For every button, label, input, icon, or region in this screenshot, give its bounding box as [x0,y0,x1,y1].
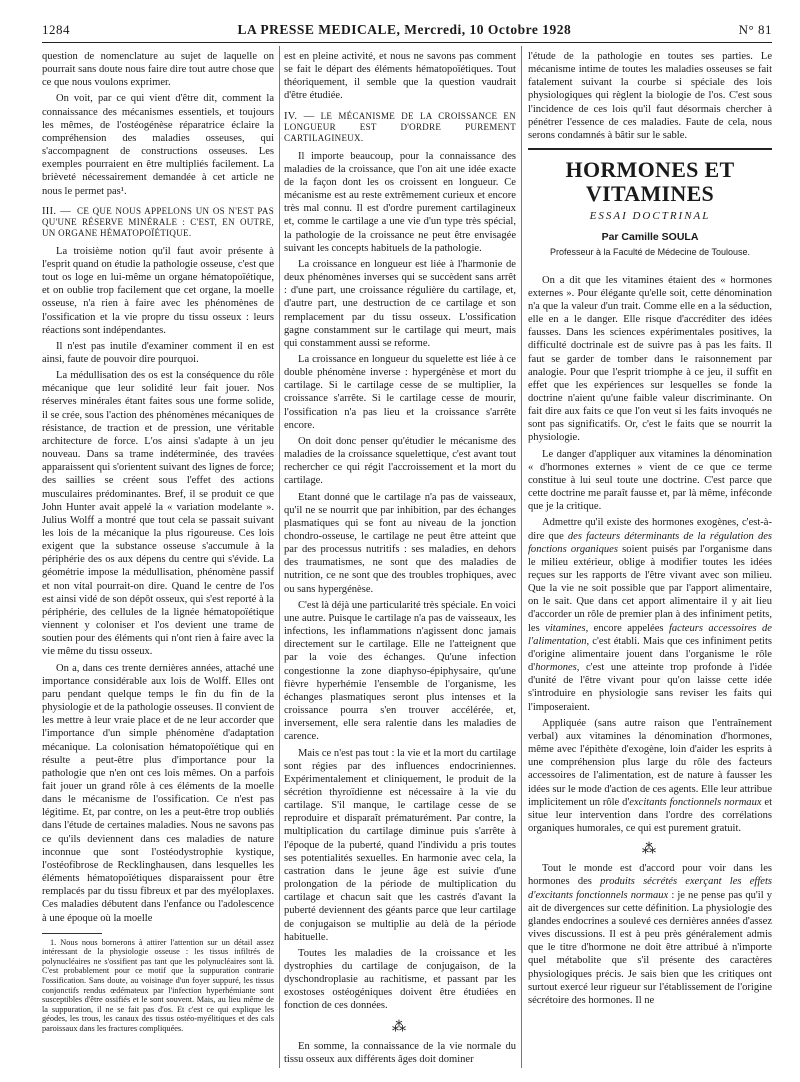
footnote-rule [42,933,102,934]
section-heading-4 [284,111,516,144]
italic-run: facteurs accessoires de l'alimentation [528,622,772,647]
paragraph: Etant donné que le cartilage n'a pas de vaisseaux, qu'il ne se nourrit que par inhibition, par des échanges plasmatiques qui se font au niveau de la jonction chondro-osseuse, le cartilage ne peut être atteint que par des processus nutritifs : ses maladies, en dehors des traumatismes, ne sont que des maladies de nutrition, ce ne sont que des troubles trophiques, avec ou sans hypergénèse. [284,491,516,595]
text-run: , encore appelées [585,622,669,634]
section-number: III. — [42,205,72,217]
text-run: soient puisés par l'organisme dans le milieu extérieur, oblige à modifier toutes les idées reçues sur les rapports de l'être vivant avec son milieu. Que la vie ne soit possible que par l'apport alimentaire, on le sait. Que dans cet apport alimentaire il y ait lieu d'accorder un rôle de premier plan à des infiniment petits, les [528,543,772,634]
page-header [42,22,772,42]
paragraph: Il importe beaucoup, pour la connaissance des maladies de la croissance, que l'on ait une idée exacte de la façon dont les os croissent en longueur. Ce mécanisme est au reste extrêmement curieux et encore très mal connu. Il est d'ordre purement cartilagineux et, comme le cartilage a une vie d'un type très spécial, la pathologie de la croissance ne peut être envisagée suivant les concepts habituels de la pathologie. [284,150,516,254]
text-run: : je ne pense pas qu'il y ait de divergences sur cette définition. La physiologie des glandes endocrines a soulevé ces dernières années d'assez vives discussions. Il est à peu près généralement admis que le titre d'hormone ne doit être attribué à n'importe quel métabolite que s'il présente des caractères physiologiques précis. Je sais bien que les critiques ont surtout exercé leur rigueur sur l'établissement de l'origine sécrétoire des hormones. Il ne [528,889,772,1006]
text-run: , c'est établi. Mais que ces infiniment petits d'origine alimentaire jouent dans l'organisme le rôle d' [528,635,772,674]
text-run: Appliquée (sans autre raison que l'entraînement verbal) aux vitamines la dénomination d'hormones, même avec l'épithète d'exogène, loin d'aider les esprits à une compréhension plus large du rôle des facteurs accessoires de l'alimentation, est de nature à fausser les idées sur le mode d'action de ces agents. Elle leur attribue implicitement un rôle d' [528,717,772,808]
paragraph: La médullisation des os est la conséquence du rôle mécanique que leur solidité leur fait jouer. Nos réserves minérales étant faites sous une forme solide, il se crée, sous l'action des phénomènes mécaniques de résistance, de traction et de pression, une véritable architecture de force. L'os ainsi s'adapte à un jeu nouveau. Dans sa trame indéterminée, des travées apparaissent qui s'orientent suivant des lignes de force; des saillies se créent sous l'effet des actions musculaires prédominantes. Bref, il se produit ce que John Hunter avait appelé la « variation modelante ». Julius Wolff a montré que tout cela se passait suivant les lois de la mécanique la plus rigoureuse. Ces lois exigent que la substance osseuse s'accumule à la périphérie des os aux dépens du centre qui s'évide. La géométrie impose la médullisation, phénomène passif et non vital pourrait-on dire. Quand le centre de l'os est ainsi vidé de son dépôt osseux, qui s'est reporté à la périphérie, des cellules de la lignée hématopoïétique viennent y coloniser et l'os devient une trame de soutien pour des éléments qui n'ont rien à faire avec la vie même du tissu osseux. [42,370,274,658]
section-title: LE MÉCANISME DE LA CROISSANCE EN LONGUEUR EST D'ORDRE PUREMENT CARTILAGINEUX. [284,110,516,143]
paragraph [528,516,772,713]
column-1 [42,50,274,1070]
paragraph: La croissance en longueur est liée à l'harmonie de deux phénomènes inverses qui se succèdent sans arrêt : d'une part, une croissance régulière du cartilage, et, d'autre part, une destruction de ce cartilage et son remplacement par du tissu osseux. L'ossification gagne constamment sur le cartilage qui meurt, mais qui constamment aussi se reforme. [284,258,516,349]
paragraph: Toutes les maladies de la croissance et les dystrophies du cartilage de conjugaison, de la dyschondroplasie au rachitisme, et passant par les exostoses ostéogéniques doivent être étudiées en fonction de ces données. [284,947,516,1012]
author-affiliation: Professeur à la Faculté de Médecine de Toulouse. [550,247,750,258]
issue-number: N° 81 [738,22,772,37]
paragraph: La croissance en longueur du squelette est liée à ce double phénomène inverse : hypergénèse et mort du cartilage. Si le cartilage cesse de se multiplier, la croissance s'arrête. Si le cartilage cesse de mourir, l'ossification n'a pas lieu et la croissance s'arrête encore. [284,353,516,431]
italic-run: vitamines [545,622,586,634]
section-heading-3 [42,206,274,239]
header-rule [42,42,772,43]
text-run: Admettre qu'il existe des hormones exogènes, c'est-à-dire que [528,517,772,542]
section-number: IV. — [284,110,315,122]
paragraph [528,862,772,1007]
paragraph: C'est là déjà une particularité très spéciale. En voici une autre. Puisque le cartilage n'a pas de vaisseaux, les infections, les inflammations n'agissent donc jamais directement sur le cartilage. Elle ne l'atteignent que par la voie des échanges. Qu'une infection congestionne la zone diaphyso-épiphysaire, qu'une fièvre hyperhémie l'ensemble de l'organisme, les échanges plasmatiques seront plus intenses et la croissance pourra s'en trouver accélérée, et, inversement, elle sera ralentie dans les maladies de carence. [284,599,516,743]
paragraph: La troisième notion qu'il faut avoir présente à l'esprit quand on étudie la pathologie osseuse, c'est que tout os loge en lui-même un organe hématopoïétique, et on oublie trop facilement que cet organe, la moelle osseuse, n'a rien à faire avec les phénomènes de l'ossification et la vie propre du tissu osseux : leurs réactions sont indépendantes. [42,245,274,336]
paragraph: En somme, la connaissance de la vie normale du tissu osseux aux différents âges doit dominer [284,1040,516,1065]
journal-title: LA PRESSE MEDICALE, Mercredi, 10 Octobre 1928 [237,22,572,37]
italic-run: produits sécrétés exerçant les effets d'excitants fonctionnels normaux [528,876,772,901]
italic-run: hormones [535,662,577,674]
article-title: HORMONES ET VITAMINES [565,157,735,207]
paragraph: On voit, par ce qui vient d'être dit, comment la connaissance des mécanismes essentiels, et toujours les mêmes, de l'ostéogénèse réparatrice éclaire la compréhension des maladies osseuses, qui s'accompagnent de constructions osseuses. Les exemples pourraient en être multipliés facilement. La brièveté nécessairement demandée à cet article ne nous le permet pas¹. [42,93,274,197]
italic-run: des facteurs déterminants de la régulation des fonctions organiques [528,530,772,555]
article-rule [528,148,772,150]
asterism-separator: ⁂ [642,842,658,858]
paragraph: On doit donc penser qu'étudier le mécanisme des maladies de la croissance squelettique, c'est avant tout rechercher ce qui régit l'accroissement et la mort du cartilage. [284,435,516,487]
asterism-separator: ⁂ [392,1019,408,1035]
italic-run: excitants fonctionnels normaux [629,796,762,808]
column-divider [521,46,522,1068]
paragraph [528,717,772,835]
column-3 [528,50,772,1070]
article-author: Par Camille SOULA [601,231,699,244]
paragraph: Il n'est pas inutile d'examiner comment il en est ainsi, faute de pouvoir dire pourquoi. [42,340,274,365]
paragraph: On a dit que les vitamines étaient des « hormones externes ». Pour élégante qu'elle soit, cette dénomination n'a que la valeur d'un trait. Comme elle en a la séduction, elle en a le danger. Elle risque d'accréditer des idées fausses. Dans les sciences expérimentales positives, la difficulté doctrinale est de suivre pas à pas les faits. Il faut se garder de tomber dans le raisonnement par analogie. Pour que l'esprit triomphe à ce jeu, il suffit en effet que les expériences sur lesquelles se fonde la doctrine n'aient qu'une faible valeur discriminante. On fait dire aux faits ce que l'on veut si les faits invoqués ne sont pas significatifs. Or, c'est le faits que se nourrit la physiologie. [528,274,772,444]
paragraph: On a, dans ces trente dernières années, attaché une importance considérable aux lois de Wolff. Elles ont paru pendant quelque temps le fin du fin de la physiologie et de la pathologie osseuses. Il convient de les mettre à leur vraie place et de ne leur accorder que l'importance d'un simple phénomène d'adaptation mécanique. La colonisation hématopoïétique qui en résulte a peut-être plus d'importance pour la pathologie que n'en ont ces lois mêmes. On a parfois fait jouer un grand rôle à ces éléments de la moelle dans le mécanisme de l'ossification. Ce n'est pas légitime. Et, par contre, on les a peut-être trop oubliés dans l'étude de certaines maladies. Nous ne savons pas ce qu'ils deviennent dans ces maladies de nature inconnue que sont l'ostéodystrophie kystique, l'ostéofibrose de Recklinghausen, dans lesquelles les éléments hématopoïétiques disparaissent pour être remplacés par du tissu fibreux et par des myéloplaxes. Ces maladies débutent dans l'enfance ou l'adolescence à une époque où la moelle [42,662,274,924]
paragraph: question de nomenclature au sujet de laquelle on pourrait sans doute nous faire dire tout autre chose que ce que nous voulons exprimer. [42,51,274,89]
column-2 [284,50,516,1070]
column-divider [279,46,280,1068]
footnote: 1. Nous nous bornerons à attirer l'attention sur un détail assez intéressant de la physiologie osseuse : les tissus infiltrés de polynucléaires ne s'ossifient pas tant que les polynucléaires sont là. C'est probablement pour ce motif que la suppuration contrarie l'ossification. Sans doute, au voisinage d'un foyer suppuré, les tissus conjonctifs rendus œdémateux par l'infection hyperhémiante sont susceptibles d'être ossifiés et le sont souvent. Mais, au lieu même de la suppuration, il ne se fait pas d'os. Et c'est ce qui explique les géodes, les trous, les canaux des tissus ostéo-myélitiques et des cals paroissaux dans les fractures compliquées. [42,937,274,1034]
section-title: CE QUE NOUS APPELONS UN OS N'EST PAS QU'UNE RÉSERVE MINÉRALE : C'EST, EN OUTRE, UN ORGANE HÉMATOPOÏÉTIQUE. [42,205,274,238]
article-subtitle: ESSAI DOCTRINAL [589,210,711,223]
text-run: Tout le monde est d'accord pour voir dans les hormones des [528,863,772,888]
paragraph: l'étude de la pathologie en toutes ses parties. Le mécanisme intime de toutes les maladies osseuses se fait fatalement suivant la courbe si spéciale des lois physiologiques qui règlent la biologie de l'os. C'est sous l'incidence de ces lois qu'il faut désormais chercher à pénétrer l'essence de ces maladies. Faute de cela, nous serons condamnés à bâtir sur le sable. [528,51,772,141]
paragraph: Le danger d'appliquer aux vitamines la dénomination « d'hormones externes » vient de ce que ce terme constitue à lui seul toute une doctrine. C'est parce que cette doctrine me paraît fausse et, par là même, inféconde que je la critique. [528,448,772,513]
text-run: et situe leur intervention dans l'ordre des corrélations organiques humorales, ce qui est purement gratuit. [528,796,772,834]
paragraph: Mais ce n'est pas tout : la vie et la mort du cartilage sont régies par des influences endocriniennes. Expérimentalement et cliniquement, le produit de la sécrétion thyroïdienne est nécessaire à la vie du cartilage. S'il manque, le cartilage cesse de se reproduire et disparaît prématurément. Par contre, la multiplication du cartilage diminue puis s'arrête à l'époque de la puberté, quand l'individu a pris toutes ses potentialités sexuelles. En harmonie avec cela, la castration dans le jeune âge est suivie d'une prolongation de la période de multiplication du cartilage et chacun sait que les castrés d'avant la puberté deviennent des géants parce que leur cartilage de conjugaison se multiplie au delà de la période habituelle. [284,747,516,943]
text-run: , c'est une atteinte trop profonde à l'idée d'unité de l'être vivant pour qu'on laisse cette idée s'introduire en physiologie sans reviser les faits qui l'imposeraient. [528,662,772,713]
paragraph: est en pleine activité, et nous ne savons pas comment se fait le départ des éléments hématopoïétiques. Tout théoriquement, il semble que la question vaudrait d'être étudiée. [284,51,516,102]
page-number: 1284 [42,22,70,37]
